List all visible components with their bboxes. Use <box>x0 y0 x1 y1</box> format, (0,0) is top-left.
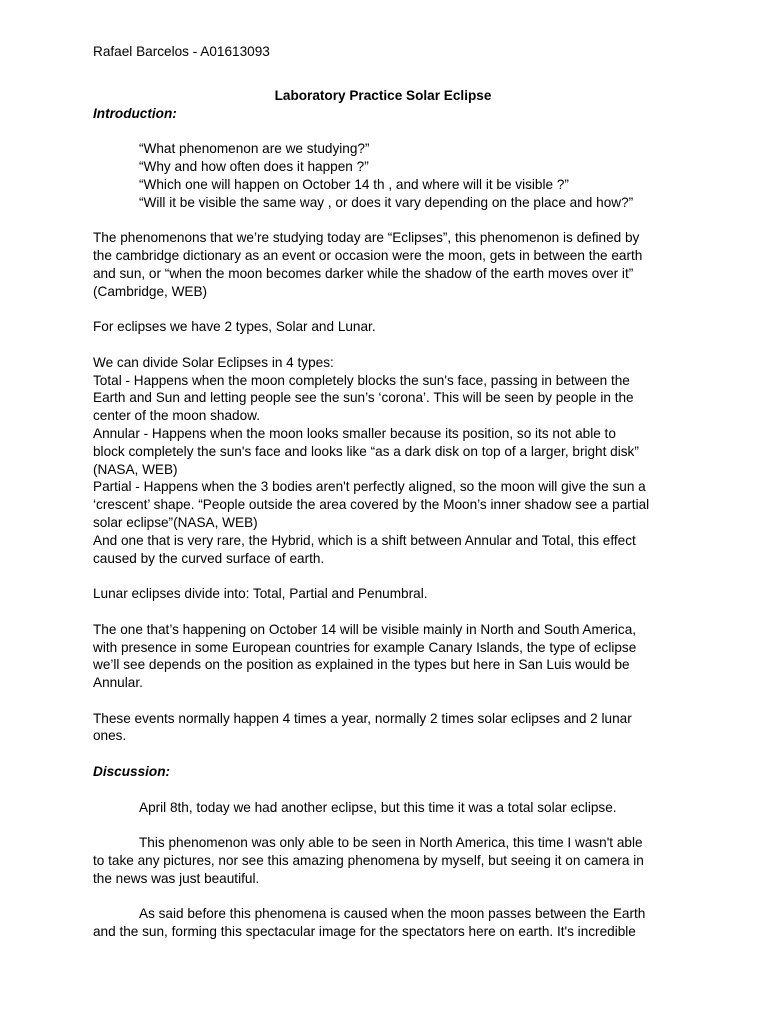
text-line: center of the moon shadow. <box>93 408 261 424</box>
text-line: and the sun, forming this spectacular image for the spectators here on earth. It's incredible <box>93 924 636 940</box>
question-item: “Will it be visible the same way , or does it vary depending on the place and how?” <box>139 194 634 210</box>
text-line: The one that’s happening on October 14 will be visible mainly in North and South America, <box>93 621 637 637</box>
text-line: Earth and Sun and letting people see the sun’s ‘corona’. This will be seen by people in the <box>93 390 634 406</box>
text-line: ‘crescent’ shape. “People outside the area covered by the Moon’s inner shadow see a partial <box>93 497 650 513</box>
solar-types-paragraph <box>93 354 683 568</box>
text-line: These events normally happen 4 times a year, normally 2 times solar eclipses and 2 lunar <box>93 710 632 726</box>
text-line: Annular. <box>93 675 143 691</box>
definition-paragraph <box>93 229 683 300</box>
introduction-heading: Introduction: <box>93 105 177 121</box>
question-list <box>139 140 683 211</box>
text-line: Annular - Happens when the moon looks smaller because its position, so its not able to <box>93 425 616 441</box>
question-item: “Why and how often does it happen ?” <box>139 158 369 174</box>
discussion-heading: Discussion: <box>93 764 171 780</box>
text-line: The phenomenons that we’re studying today are “Eclipses”, this phenomenon is defined by <box>93 230 640 246</box>
text-line: and sun, or “when the moon becomes darker while the shadow of the earth moves over it” <box>93 265 634 281</box>
text-line: And one that is very rare, the Hybrid, which is a shift between Annular and Total, this effect <box>93 532 636 548</box>
text-line: block completely the sun's face and looks like “as a dark disk on top of a larger, bright disk” <box>93 443 639 459</box>
text-line: the news was just beautiful. <box>93 870 260 886</box>
question-item: “What phenomenon are we studying?” <box>139 141 370 157</box>
text-line: ones. <box>93 728 127 744</box>
text-line: solar eclipse”(NASA, WEB) <box>93 514 258 530</box>
cause-paragraph <box>93 905 683 941</box>
frequency-paragraph <box>93 710 683 746</box>
north-america-paragraph <box>93 834 683 887</box>
text-line: to take any pictures, nor see this amazing phenomena by myself, but seeing it on camera in <box>93 853 644 869</box>
document-body <box>93 43 683 941</box>
text-line: This phenomenon was only able to be seen in North America, this time I wasn't able <box>139 835 643 851</box>
text-line: (Cambridge, WEB) <box>93 283 208 299</box>
question-item: “Which one will happen on October 14 th , and where will it be visible ?” <box>139 176 569 192</box>
text-line: caused by the curved surface of earth. <box>93 550 325 566</box>
october-eclipse-paragraph <box>93 621 683 692</box>
text-line: As said before this phenomena is caused when the moon passes between the Earth <box>139 906 646 922</box>
april-paragraph: April 8th, today we had another eclipse, but this time it was a total solar eclipse. <box>139 799 617 815</box>
eclipse-types-paragraph: For eclipses we have 2 types, Solar and Lunar. <box>93 319 376 335</box>
document-title: Laboratory Practice Solar Eclipse <box>274 87 492 103</box>
text-line: Partial - Happens when the 3 bodies aren't perfectly aligned, so the moon will give the sun a <box>93 479 646 495</box>
lunar-types-paragraph: Lunar eclipses divide into: Total, Partial and Penumbral. <box>93 586 428 602</box>
author-line: Rafael Barcelos - A01613093 <box>93 44 270 59</box>
text-line: We can divide Solar Eclipses in 4 types: <box>93 354 334 370</box>
text-line: with presence in some European countries for example Canary Islands, the type of eclipse <box>93 639 637 655</box>
text-line: the cambridge dictionary as an event or occasion were the moon, gets in between the earth <box>93 247 643 263</box>
text-line: we’ll see depends on the position as explained in the types but here in San Luis would be <box>93 657 630 673</box>
text-line: (NASA, WEB) <box>93 461 178 477</box>
text-line: Total - Happens when the moon completely blocks the sun's face, passing in between the <box>93 372 630 388</box>
